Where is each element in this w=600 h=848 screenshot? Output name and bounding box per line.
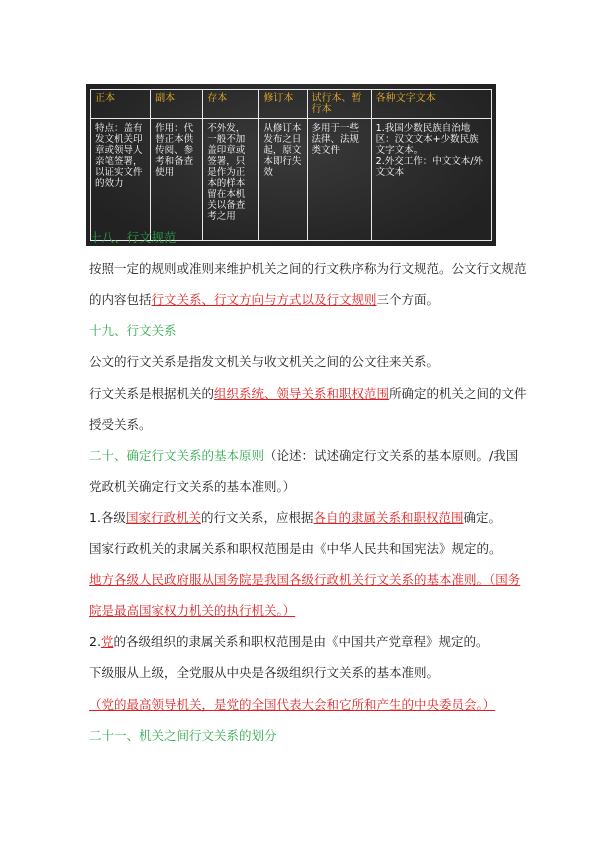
highlight-text: 各自的隶属关系和职权范围 bbox=[313, 510, 464, 525]
table-row bbox=[91, 119, 492, 241]
list-item: 1.各级国家行政机关的行文关系，应根据各自的隶属关系和职权范围确定。 bbox=[89, 510, 501, 525]
highlight-text: 组织系统、领导关系和职权范围 bbox=[214, 386, 390, 401]
table-header: 副本 bbox=[151, 90, 203, 119]
table-header: 存本 bbox=[203, 90, 259, 119]
document-types-table-image bbox=[86, 84, 496, 246]
paragraph-line: 党政机关确定行文关系的基本准则。） bbox=[89, 479, 296, 494]
highlight-text: 行文关系、行文方向与方式以及行文规则 bbox=[151, 292, 377, 307]
paragraph-line: 按照一定的规则或准则来维护机关之间的行文秩序称为行文规范。公文行文规范 bbox=[89, 261, 527, 276]
table-cell: 不外发，一般不加盖印章或签署，只是作为正本的样本留在本机关以备查考之用 bbox=[203, 119, 259, 241]
table-cell: 特点：盖有发文机关印章或领导人亲笔签署，以证实文件的效力 bbox=[91, 119, 151, 241]
section-heading: 二十、确定行文关系的基本原则（论述：试述确定行文关系的基本原则。/我国 bbox=[89, 448, 519, 463]
table-header: 各种文字文本 bbox=[371, 90, 491, 119]
paragraph-line: 授受关系。 bbox=[89, 417, 152, 432]
paragraph-line: 的内容包括行文关系、行文方向与方式以及行文规则三个方面。 bbox=[89, 292, 440, 307]
table-header: 试行本、暂行本 bbox=[307, 90, 371, 119]
highlight-text: 党 bbox=[100, 634, 114, 649]
section-heading: 十九、行文关系 bbox=[89, 323, 177, 338]
paragraph-line: 公文的行文关系是指发文机关与收文机关之间的公文往来关系。 bbox=[89, 354, 440, 369]
table-header-row bbox=[91, 90, 492, 119]
table-header: 正本 bbox=[91, 90, 151, 119]
highlight-line: （党的最高领导机关，是党的全国代表大会和它所和产生的中央委员会。） bbox=[89, 697, 496, 712]
list-item: 2.党的各级组织的隶属关系和职权范围是由《中国共产党章程》规定的。 bbox=[89, 634, 489, 649]
table-cell: 1.我国少数民族自治地区：汉文文本+少数民族文字文本。 2.外交工作：中文文本/外文文本 bbox=[371, 119, 491, 241]
paragraph-line: 下级服从上级，全党服从中央是各级组织行文关系的基本准则。 bbox=[89, 665, 440, 680]
document-types-table bbox=[90, 89, 492, 241]
highlight-line: 地方各级人民政府服从国务院是我国各级行政机关行文关系的基本准则。（国务 bbox=[89, 572, 521, 587]
paragraph-line: 国家行政机关的隶属关系和职权范围是由《中华人民共和国宪法》规定的。 bbox=[89, 541, 502, 556]
highlight-line: 院是最高国家权力机关的执行机关。） bbox=[89, 603, 296, 618]
section-heading: 十八、行文规范 bbox=[89, 230, 177, 245]
table-cell: 从修订本发布之日起，原文本即行失效 bbox=[259, 119, 307, 241]
table-cell: 作用：代替正本供传阅、参考和备查使用 bbox=[151, 119, 203, 241]
section-heading: 二十一、机关之间行文关系的划分 bbox=[89, 728, 277, 743]
table-cell: 多用于一些法律、法规类文件 bbox=[307, 119, 371, 241]
highlight-text: 国家行政机关 bbox=[125, 510, 201, 525]
paragraph-line: 行文关系是根据机关的组织系统、领导关系和职权范围所确定的机关之间的文件 bbox=[89, 386, 527, 401]
table-header: 修订本 bbox=[259, 90, 307, 119]
